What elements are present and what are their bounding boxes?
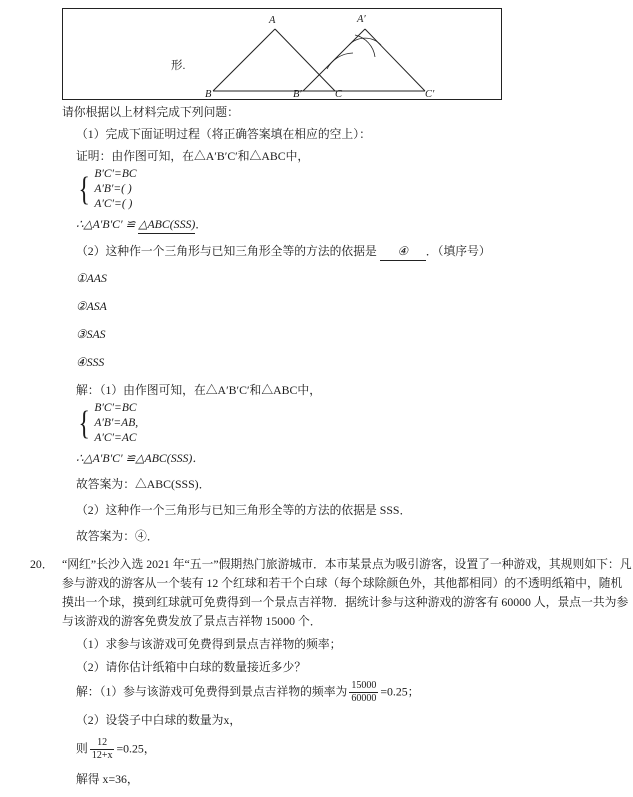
option-4[interactable]: ④SSS <box>76 355 105 369</box>
problem-20-sol4: 解得 x=36， <box>76 772 139 786</box>
ball-ratio-fraction <box>90 737 115 761</box>
proof-eq-1: B′C′=BC <box>94 168 137 180</box>
label-B-prime: B′ <box>293 89 302 100</box>
problem-20-stem: “网红”长沙入选 2021 年“五一”假期热门旅游城市．本市某景点为吸引游客，设置了一种游戏，其规则如下：凡参与游戏的游客从一个装有 12 个红球和若干个白球（每个球除颜色外，其他都相同）的不透明纸箱中，随机摸出一个球，摸到红球就可免费得到一个景点吉祥物．据统计参与这种游戏的游客有 60000 人，景点一共为参与该游戏的游客免费发放了景点吉祥物 15000 个． <box>62 557 632 628</box>
solution-eq-3: A′C′=AC <box>94 432 137 444</box>
problem-20-sol2: （2）设袋子中白球的数量为x， <box>76 713 242 727</box>
solution-head: 解：（1）由作图可知，在△A′B′C′和△ABC中， <box>76 383 322 397</box>
problem-20-sol1 <box>62 681 633 705</box>
frequency-numerator: 15000 <box>351 680 377 691</box>
option-3[interactable]: ③SAS <box>76 327 106 341</box>
proof-eq-2: A′B′=( ) <box>94 183 132 195</box>
label-C-prime: C′ <box>425 89 435 100</box>
problem-20 <box>0 555 633 789</box>
prompt-q1: （1）完成下面证明过程（将正确答案填在相应的空上）： <box>76 127 371 141</box>
problem-20-sol1-suffix: =0.25； <box>380 684 420 699</box>
ball-ratio-numerator: 12 <box>90 737 115 750</box>
left-brace-icon: { <box>78 404 90 442</box>
triangles-diagram <box>63 9 503 101</box>
solution-eq-1: B′C′=BC <box>94 402 137 414</box>
solution-eq-2: A′B′=AB, <box>94 417 139 429</box>
prompt-q2 <box>0 243 633 261</box>
problem-20-sol3 <box>62 738 633 762</box>
problem-20-number: 20． <box>30 557 54 571</box>
solution-equations <box>94 401 138 446</box>
proof-conclusion <box>0 216 633 234</box>
document-body <box>0 104 633 793</box>
left-brace-icon: { <box>78 170 90 208</box>
proof-conclusion-blank[interactable]: △ABC(SSS) <box>138 216 195 234</box>
label-A-prime: A′ <box>357 14 366 25</box>
solution-answer-2: 故答案为：④． <box>76 529 159 543</box>
solution-q2: （2）这种作一个三角形与已知三角形全等的方法的依据是 SSS． <box>76 503 412 517</box>
problem-20-sol3-suffix: =0.25， <box>116 741 156 756</box>
proof-equations <box>94 167 136 212</box>
frequency-fraction <box>349 680 378 704</box>
frequency-denominator: 60000 <box>351 692 377 704</box>
proof-head: 证明：由作图可知，在△A′B′C′和△ABC中， <box>76 149 310 163</box>
prompt-q2-before: （2）这种作一个三角形与已知三角形全等的方法的依据是 <box>76 244 377 258</box>
prompt-intro: 请你根据以上材料完成下列问题： <box>62 105 239 119</box>
ball-ratio-denominator: 12+x <box>91 749 113 761</box>
problem-20-q1: （1）求参与该游戏可免费得到景点吉祥物的频率； <box>76 637 342 651</box>
solution-brace-group <box>0 401 633 446</box>
figure-caption: 形. <box>171 60 186 72</box>
proof-conclusion-suffix: ． <box>195 217 208 231</box>
label-A: A <box>269 15 276 26</box>
solution-conclusion: ∴△A′B′C′ ≌△ABC(SSS)． <box>76 451 205 465</box>
proof-brace-group <box>0 167 633 212</box>
geometry-figure-box <box>62 8 502 100</box>
prompt-q2-blank[interactable]: ④ <box>380 243 426 261</box>
problem-20-sol1-prefix: 解：（1）参与该游戏可免费得到景点吉祥物的频率为 <box>76 684 348 699</box>
proof-eq-3: A′C′=( ) <box>94 198 133 210</box>
option-2[interactable]: ②ASA <box>76 299 107 313</box>
problem-20-q2: （2）请你估计纸箱中白球的数量接近多少？ <box>76 660 307 674</box>
problem-20-sol3-prefix: 则 <box>76 741 88 756</box>
prompt-q2-after: ．（填序号） <box>425 244 491 258</box>
label-C: C <box>335 89 343 100</box>
proof-conclusion-prefix: ∴△A′B′C′ ≌ <box>76 217 136 231</box>
solution-answer-1: 故答案为：△ABC(SSS)． <box>76 477 211 491</box>
option-1[interactable]: ①AAS <box>76 271 107 285</box>
label-B: B <box>205 89 212 100</box>
